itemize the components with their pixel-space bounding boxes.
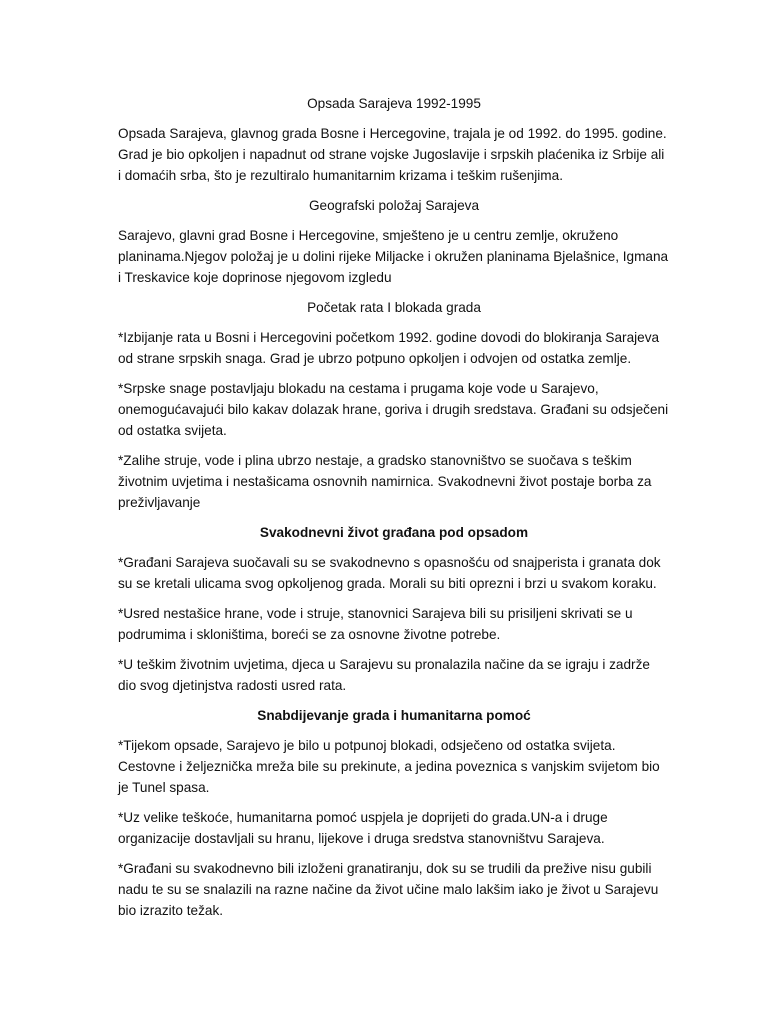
daily-life-paragraph-1: *Građani Sarajeva suočavali su se svakodnevno s opasnošću od snajperista i granata dok su se kretali ulicama svog opkoljenog grada. Morali su biti oprezni i brzi u svakom koraku. [118,555,661,591]
supply-paragraph-3: *Građani su svakodnevno bili izloženi granatiranju, dok su se trudili da prežive nisu gubili nadu te su se snalazili na razne načine da život učine malo lakšim iako je život u Sarajevu bio izrazito težak. [118,861,659,918]
section-heading-war-start: Početak rata I blokada grada [307,300,481,315]
daily-life-paragraph-2: *Usred nestašice hrane, vode i struje, stanovnici Sarajeva bili su prisiljeni skrivati se u podrumima i skloništima, boreći se za osnovne životne potrebe. [118,606,633,642]
war-start-paragraph-1: *Izbijanje rata u Bosni i Hercegovini početkom 1992. godine dovodi do blokiranja Sarajeva od strane srpskih snaga. Grad je ubrzo potpuno opkoljen i odvojen od ostatka zemlje. [118,330,660,366]
section-heading-supply: Snabdijevanje grada i humanitarna pomoć [257,708,531,723]
intro-paragraph: Opsada Sarajeva, glavnog grada Bosne i Hercegovine, trajala je od 1992. do 1995. godine. Grad je bio opkoljen i napadnut od strane vojske Jugoslavije i srpskih plaćenika iz Srbije ali i domaćih srba, što je rezultiralo humanitarnim krizama i teškim rušenjima. [118,126,667,183]
geography-paragraph: Sarajevo, glavni grad Bosne i Hercegovine, smješteno je u centru zemlje, okruženo planinama.Njegov položaj je u dolini rijeke Miljacke i okružen planinama Bjelašnice, Igmana i Treskavice koje doprinose njegovom izgledu [118,228,669,285]
section-heading-geography: Geografski položaj Sarajeva [308,198,479,213]
supply-paragraph-2: *Uz velike teškoće, humanitarna pomoć uspjela je doprijeti do grada.UN-a i druge organizacije dostavljali su hranu, lijekove i druga sredstva stanovništvu Sarajeva. [118,810,608,846]
document-title: Opsada Sarajeva 1992-1995 [307,96,481,111]
war-start-paragraph-2: *Srpske snage postavljaju blokadu na cestama i prugama koje vode u Sarajevo, onemogućavajući bilo kakav dolazak hrane, goriva i drugih sredstava. Građani su odsječeni od ostatka svijeta. [118,381,669,438]
document-content [118,93,670,930]
supply-paragraph-1: *Tijekom opsade, Sarajevo je bilo u potpunoj blokadi, odsječeno od ostatka svijeta. Cestovne i željeznička mreža bile su prekinute, a jedina poveznica s vanjskim svijetom bio je Tunel spasa. [118,738,660,795]
section-heading-daily-life: Svakodnevni život građana pod opsadom [259,525,529,540]
daily-life-paragraph-3: *U teškim životnim uvjetima, djeca u Sarajevu su pronalazila načine da se igraju i zadrže dio svog djetinjstva radosti usred rata. [118,657,650,693]
war-start-paragraph-3: *Zalihe struje, vode i plina ubrzo nestaje, a gradsko stanovništvo se suočava s teškim životnim uvjetima i nestašicama osnovnih namirnica. Svakodnevni život postaje borba za preživljavanje [118,453,652,510]
